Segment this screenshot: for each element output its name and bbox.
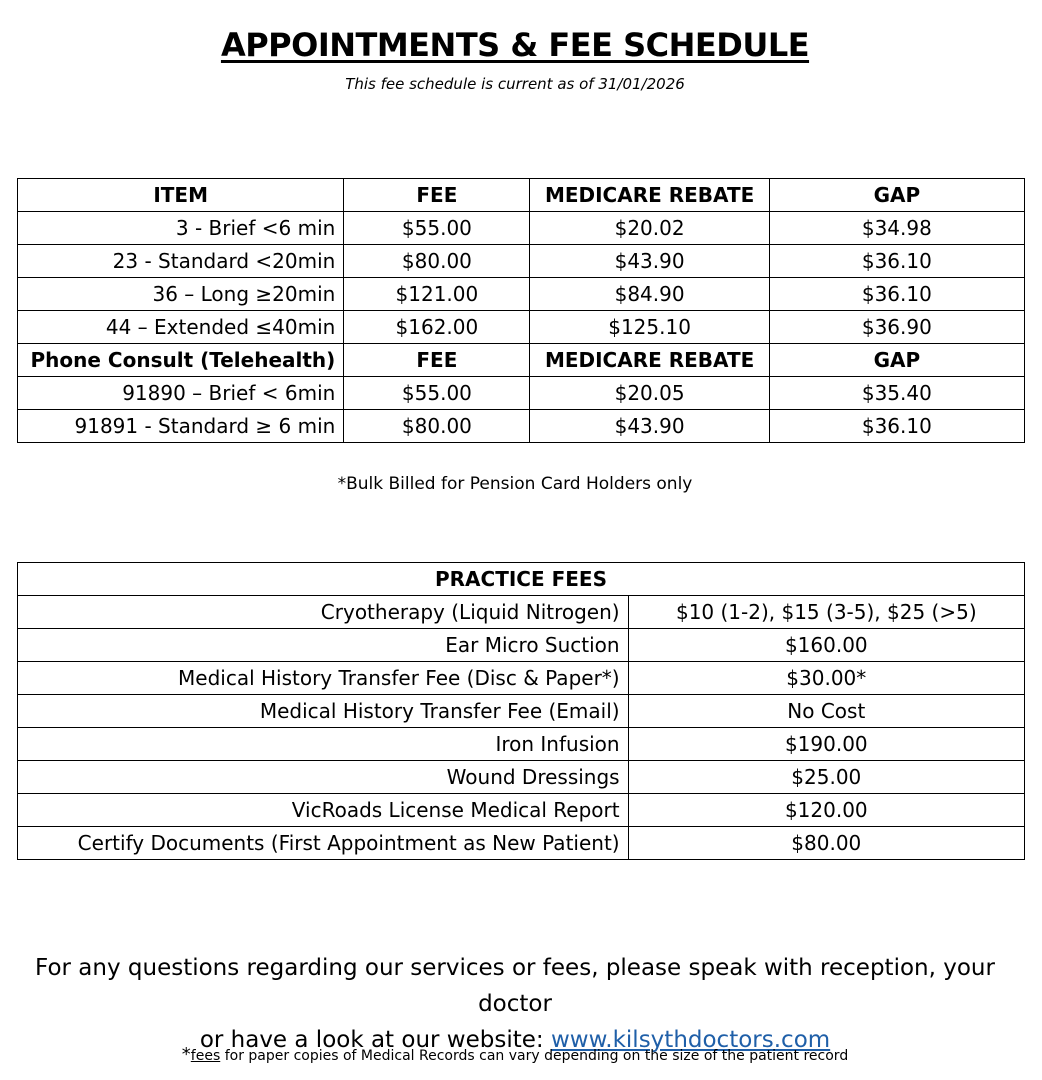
footnote-keyword: fees — [190, 1048, 221, 1064]
table-row — [18, 794, 1025, 827]
footnote-text: for paper copies of Medical Records can vary depending on the size of the patient record — [224, 1048, 849, 1064]
column-header-fee: FEE — [344, 344, 530, 377]
service-fee: $80.00 — [628, 827, 1024, 860]
table-row — [18, 761, 1025, 794]
rebate-cell: $43.90 — [530, 245, 769, 278]
item-cell: 44 – Extended ≤40min — [18, 311, 344, 344]
item-cell: 36 – Long ≥20min — [18, 278, 344, 311]
fee-cell: $55.00 — [344, 377, 530, 410]
consultation-fee-table — [17, 178, 1025, 443]
gap-cell: $36.10 — [769, 245, 1024, 278]
practice-fees-header-row — [18, 563, 1025, 596]
table-row — [18, 728, 1025, 761]
service-label: VicRoads License Medical Report — [18, 794, 629, 827]
service-label: Ear Micro Suction — [18, 629, 629, 662]
fee-cell: $162.00 — [344, 311, 530, 344]
service-fee: $190.00 — [628, 728, 1024, 761]
rebate-cell: $20.05 — [530, 377, 769, 410]
footnote-asterisk: * — [181, 1044, 191, 1065]
column-header-rebate: MEDICARE REBATE — [530, 179, 769, 212]
gap-cell: $36.90 — [769, 311, 1024, 344]
service-label: Medical History Transfer Fee (Disc & Paper*) — [18, 662, 629, 695]
practice-fees-heading: PRACTICE FEES — [18, 563, 1025, 596]
footnote — [0, 1044, 1030, 1065]
website-link[interactable]: www.kilsythdoctors.com — [550, 1027, 831, 1053]
service-label: Certify Documents (First Appointment as New Patient) — [18, 827, 629, 860]
rebate-cell: $84.90 — [530, 278, 769, 311]
phone-consult-header-row — [18, 344, 1025, 377]
table-header-row — [18, 179, 1025, 212]
service-fee: $25.00 — [628, 761, 1024, 794]
column-header-item: ITEM — [18, 179, 344, 212]
service-label: Cryotherapy (Liquid Nitrogen) — [18, 596, 629, 629]
item-cell: 23 - Standard <20min — [18, 245, 344, 278]
gap-cell: $36.10 — [769, 410, 1024, 443]
column-header-fee: FEE — [344, 179, 530, 212]
service-fee: $10 (1-2), $15 (3-5), $25 (>5) — [628, 596, 1024, 629]
table-row — [18, 410, 1025, 443]
service-label: Wound Dressings — [18, 761, 629, 794]
page-subtitle: This fee schedule is current as of 31/01/2026 — [345, 75, 685, 93]
column-header-rebate: MEDICARE REBATE — [530, 344, 769, 377]
footer-website-prefix: or have a look at our website: — [199, 1027, 544, 1053]
item-cell: 91890 – Brief < 6min — [18, 377, 344, 410]
rebate-cell: $125.10 — [530, 311, 769, 344]
page-title: APPOINTMENTS & FEE SCHEDULE — [220, 26, 810, 64]
service-fee: $160.00 — [628, 629, 1024, 662]
service-fee: No Cost — [628, 695, 1024, 728]
table-row — [18, 377, 1025, 410]
table-row — [18, 695, 1025, 728]
gap-cell: $36.10 — [769, 278, 1024, 311]
fee-cell: $55.00 — [344, 212, 530, 245]
column-header-gap: GAP — [769, 179, 1024, 212]
rebate-cell: $43.90 — [530, 410, 769, 443]
fee-cell: $80.00 — [344, 245, 530, 278]
item-cell: 3 - Brief <6 min — [18, 212, 344, 245]
service-fee: $120.00 — [628, 794, 1024, 827]
fee-cell: $80.00 — [344, 410, 530, 443]
footer-line-1: For any questions regarding our services or fees, please speak with reception, your doctor — [35, 955, 995, 1017]
service-fee: $30.00* — [628, 662, 1024, 695]
column-header-phone-consult: Phone Consult (Telehealth) — [18, 344, 344, 377]
table-row — [18, 629, 1025, 662]
table-row — [18, 245, 1025, 278]
table-row — [18, 596, 1025, 629]
gap-cell: $34.98 — [769, 212, 1024, 245]
table-row — [18, 212, 1025, 245]
fee-cell: $121.00 — [344, 278, 530, 311]
table-row — [18, 662, 1025, 695]
contact-footer — [0, 950, 1030, 1058]
table-row — [18, 827, 1025, 860]
table-row — [18, 278, 1025, 311]
rebate-cell: $20.02 — [530, 212, 769, 245]
item-cell: 91891 - Standard ≥ 6 min — [18, 410, 344, 443]
column-header-gap: GAP — [769, 344, 1024, 377]
table-row — [18, 311, 1025, 344]
gap-cell: $35.40 — [769, 377, 1024, 410]
service-label: Medical History Transfer Fee (Email) — [18, 695, 629, 728]
service-label: Iron Infusion — [18, 728, 629, 761]
bulk-billed-note: *Bulk Billed for Pension Card Holders only — [337, 474, 693, 494]
practice-fees-table — [17, 562, 1025, 860]
